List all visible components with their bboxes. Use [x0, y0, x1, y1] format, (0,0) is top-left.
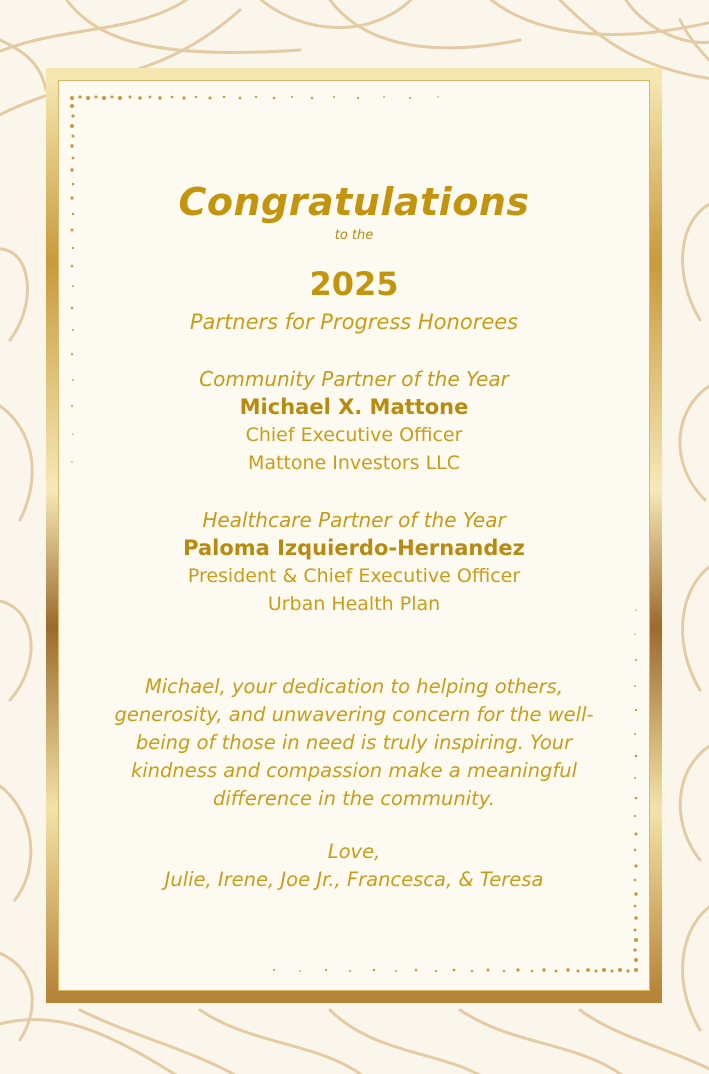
- community-honoree-organization: Mattone Investors LLC: [247, 452, 461, 474]
- year: 2025: [309, 265, 399, 303]
- healthcare-honoree-role: President & Chief Executive Officer: [187, 565, 521, 587]
- message-line: Michael, your dedication to helping others,: [144, 675, 564, 698]
- community-partner-block: [58, 365, 650, 477]
- healthcare-partner-block: [58, 506, 650, 618]
- signatories: Julie, Irene, Joe Jr., Francesca, & Teresa: [164, 868, 544, 891]
- community-honoree-name: Michael X. Mattone: [239, 395, 469, 419]
- closing: [58, 838, 650, 894]
- healthcare-honoree-organization: Urban Health Plan: [267, 593, 441, 615]
- congratulations-title: Congratulations: [178, 180, 530, 224]
- message-line: being of those in need is truly inspiring. Your: [135, 731, 573, 754]
- healthcare-award-label: Healthcare Partner of the Year: [202, 508, 506, 532]
- healthcare-honoree-name: Paloma Izquierdo-Hernandez: [183, 536, 525, 560]
- message-line: kindness and compassion make a meaningful: [130, 759, 578, 782]
- message-line: difference in the community.: [213, 787, 495, 810]
- message: [72, 673, 636, 813]
- community-award-label: Community Partner of the Year: [199, 367, 509, 391]
- honorees-heading: Partners for Progress Honorees: [189, 310, 519, 334]
- community-honoree-role: Chief Executive Officer: [245, 424, 463, 446]
- closing-word: Love,: [327, 840, 381, 863]
- subtitle: to the: [334, 228, 374, 243]
- message-line: generosity, and unwavering concern for the well-: [114, 703, 594, 726]
